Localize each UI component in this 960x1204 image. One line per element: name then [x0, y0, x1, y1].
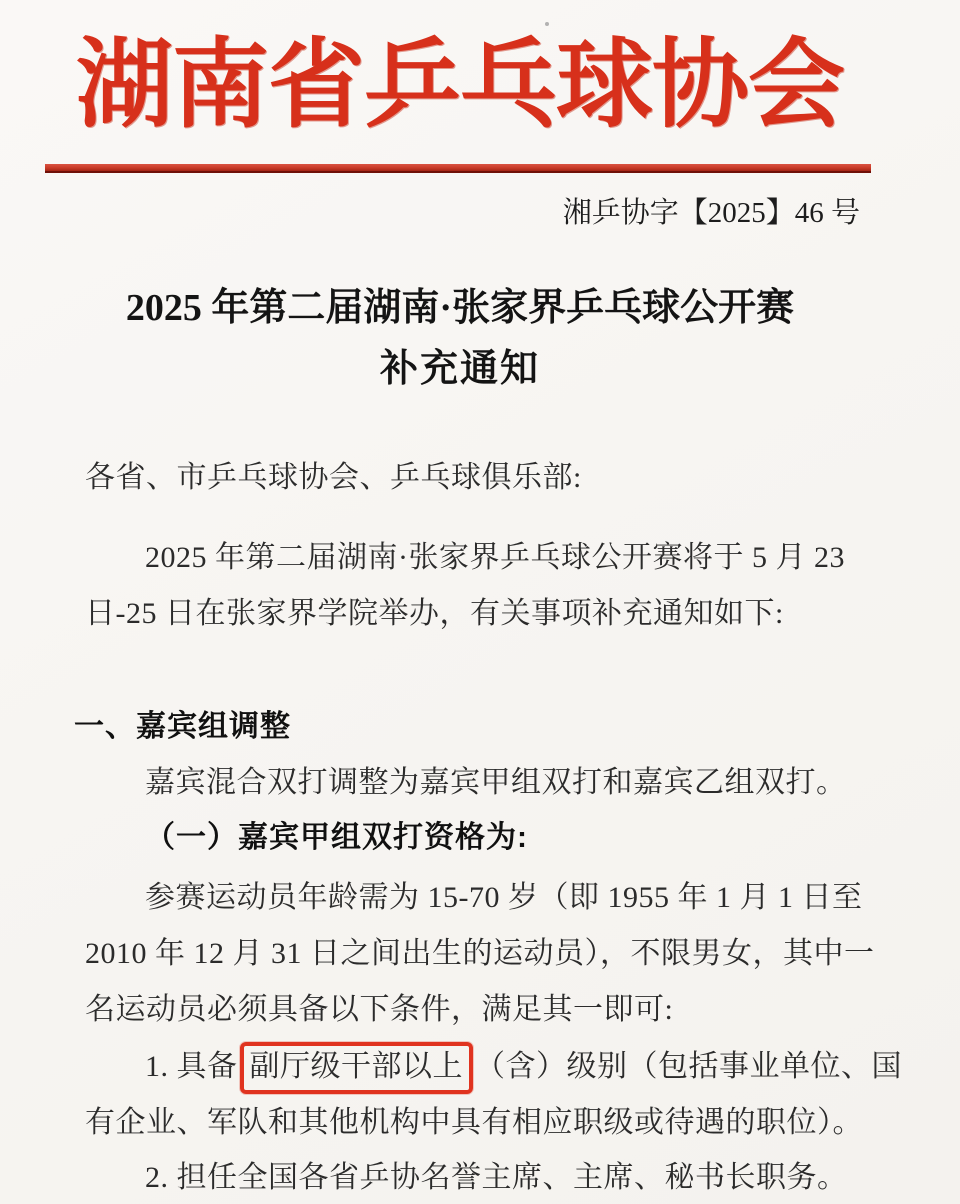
condition-item-1-line-2: 有企业、军队和其他机构中具有相应职级或待遇的职位）。 — [85, 1106, 863, 1139]
condition-item-1-suffix: （含）级别（包括事业单位、国 — [475, 1050, 902, 1083]
intro-line-1: 2025 年第二届湖南·张家界乒乓球公开赛将于 5 月 23 — [145, 541, 845, 574]
eligibility-line-3: 名运动员必须具备以下条件，满足其一即可: — [85, 993, 674, 1026]
doc-title-line-2: 补充通知 — [379, 348, 540, 390]
eligibility-line-2: 2010 年 12 月 31 日之间出生的运动员），不限男女，其中一 — [85, 937, 875, 970]
section-1-heading: 一、嘉宾组调整 — [74, 710, 291, 743]
condition-item-1-prefix: 1. 具备 — [145, 1050, 238, 1083]
highlighted-text: 副厅级干部以上 — [249, 1050, 463, 1083]
eligibility-line-1: 参赛运动员年龄需为 15-70 岁（即 1955 年 1 月 1 日至 — [145, 881, 863, 914]
scan-speck-icon — [545, 22, 549, 26]
scan-speck-icon — [690, 312, 694, 316]
doc-title-line-1: 2025 年第二届湖南·张家界乒乓球公开赛 — [125, 287, 795, 329]
red-divider-rule — [45, 164, 871, 173]
doc-reference-number: 湘乒协字【2025】46 号 — [562, 197, 860, 229]
org-masthead-title: 湖南省乒乓球协会 — [76, 32, 844, 139]
subsection-1-heading: （一）嘉宾甲组双打资格为: — [145, 821, 528, 854]
intro-line-2: 日-25 日在张家界学院举办，有关事项补充通知如下: — [85, 597, 784, 630]
section-1-intro: 嘉宾混合双打调整为嘉宾甲组双打和嘉宾乙组双打。 — [145, 766, 847, 799]
red-annotation-box — [240, 1042, 474, 1094]
condition-item-1-line-1 — [145, 1041, 902, 1085]
condition-item-2: 2. 担任全国各省乒协名誉主席、主席、秘书长职务。 — [145, 1161, 848, 1194]
salutation: 各省、市乒乓球协会、乒乓球俱乐部: — [85, 461, 582, 494]
